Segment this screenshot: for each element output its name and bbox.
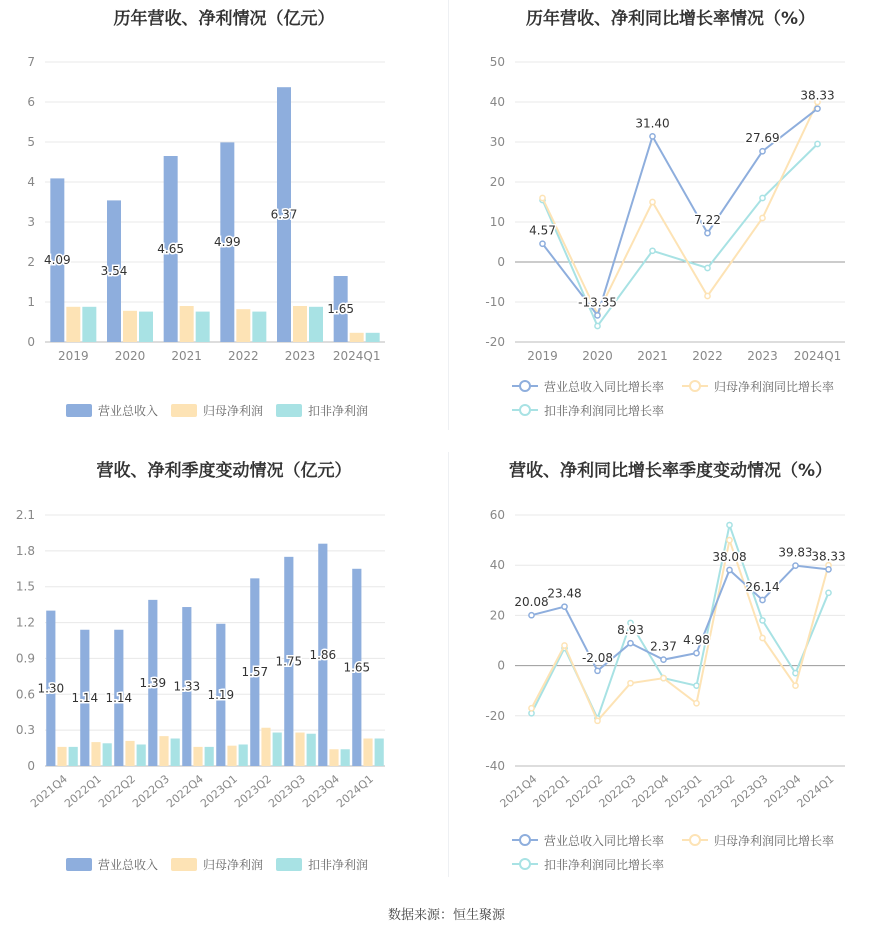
bar xyxy=(171,739,180,766)
bar xyxy=(252,312,266,342)
chart-svg xyxy=(448,452,893,882)
data-label: 1.30 xyxy=(37,681,65,696)
bar xyxy=(261,728,270,766)
bar xyxy=(82,307,96,342)
y-tick-label: 3 xyxy=(27,215,35,229)
data-point xyxy=(705,265,710,270)
legend-label: 扣非净利润同比增长率 xyxy=(544,858,665,872)
data-point xyxy=(760,618,765,623)
x-tick-label: 2022Q3 xyxy=(596,772,639,811)
x-tick-label: 2021 xyxy=(637,349,668,363)
y-tick-label: 1.8 xyxy=(15,543,35,558)
y-tick-label: 1.2 xyxy=(15,615,35,630)
bar xyxy=(236,309,250,342)
data-point xyxy=(661,657,666,662)
data-point xyxy=(540,195,545,200)
x-tick-label: 2023 xyxy=(747,349,778,363)
data-label: 38.08 xyxy=(712,550,747,565)
legend-label: 营业总收入同比增长率 xyxy=(544,380,665,394)
data-point xyxy=(529,706,534,711)
data-label: 6.37 xyxy=(270,207,298,222)
data-point xyxy=(650,248,655,253)
legend-label: 营业总收入 xyxy=(98,404,159,418)
data-label: 39.83 xyxy=(778,545,813,560)
x-tick-label: 2023Q3 xyxy=(728,772,771,811)
legend-label: 扣非净利润 xyxy=(308,404,369,418)
x-tick-label: 2023Q3 xyxy=(266,772,308,811)
chart-title: 历年营收、净利同比增长率情况（%） xyxy=(525,9,816,29)
data-point xyxy=(694,701,699,706)
data-point xyxy=(628,681,633,686)
x-tick-label: 2022Q4 xyxy=(629,772,672,811)
data-label: 1.65 xyxy=(327,302,355,316)
chart-quarterly-growth xyxy=(448,452,893,882)
legend-swatch xyxy=(66,858,92,871)
y-tick-label: 2 xyxy=(27,255,35,269)
bar xyxy=(227,746,236,766)
data-label: 4.99 xyxy=(213,235,241,250)
bar xyxy=(66,307,80,342)
data-label: 3.54 xyxy=(100,264,128,279)
data-label: 4.65 xyxy=(157,242,185,256)
legend-label: 营业总收入 xyxy=(98,858,159,872)
legend-marker xyxy=(520,381,530,391)
data-label: 38.33 xyxy=(800,88,835,103)
legend-swatch xyxy=(66,404,92,417)
x-tick-label: 2020 xyxy=(114,349,146,363)
y-tick-label: 30 xyxy=(489,135,505,149)
y-tick-label: 5 xyxy=(27,135,35,149)
legend-label: 归母净利润 xyxy=(203,404,264,418)
bar xyxy=(125,741,134,766)
y-tick-label: 2.1 xyxy=(15,508,35,522)
data-point xyxy=(727,538,732,543)
y-tick-label: 0 xyxy=(27,759,35,773)
data-point xyxy=(705,293,710,298)
y-tick-label: 60 xyxy=(489,508,505,522)
legend-label: 营业总收入同比增长率 xyxy=(544,834,665,848)
data-label: 23.48 xyxy=(547,586,582,601)
data-point xyxy=(727,567,732,572)
chart-annual-amounts xyxy=(0,0,448,430)
x-tick-label: 2022Q2 xyxy=(563,772,606,811)
data-point xyxy=(826,590,831,595)
bar xyxy=(159,736,168,766)
x-tick-label: 2020 xyxy=(582,349,613,363)
legend-label: 归母净利润同比增长率 xyxy=(714,834,835,848)
bar xyxy=(57,747,66,766)
legend-label: 归母净利润同比增长率 xyxy=(714,380,835,394)
data-label: 1.33 xyxy=(173,679,201,694)
y-tick-label: 7 xyxy=(27,55,35,69)
legend-marker xyxy=(520,859,530,869)
legend-label: 扣非净利润同比增长率 xyxy=(544,404,665,418)
data-label: -13.35 xyxy=(578,295,617,310)
data-point xyxy=(793,683,798,688)
chart-svg xyxy=(0,0,448,430)
y-tick-label: 20 xyxy=(489,608,505,623)
bar xyxy=(307,734,316,766)
data-point xyxy=(694,651,699,656)
bar xyxy=(205,747,214,766)
data-point xyxy=(760,149,765,154)
x-tick-label: 2022 xyxy=(692,349,723,363)
data-point xyxy=(815,106,820,111)
bar xyxy=(196,312,210,342)
data-point xyxy=(650,134,655,139)
x-tick-label: 2019 xyxy=(527,349,558,363)
chart-svg xyxy=(448,0,893,430)
data-point xyxy=(650,199,655,204)
data-point xyxy=(793,563,798,568)
y-tick-label: 0 xyxy=(27,335,35,349)
legend-marker xyxy=(690,835,700,845)
legend-swatch xyxy=(171,858,197,871)
x-tick-label: 2019 xyxy=(58,349,89,363)
bar xyxy=(366,333,380,342)
data-label: 1.57 xyxy=(241,665,269,680)
data-label: 1.65 xyxy=(343,660,371,675)
data-label: 1.39 xyxy=(139,675,167,690)
data-label: 27.69 xyxy=(745,131,780,146)
data-label: 4.57 xyxy=(529,223,556,238)
x-tick-label: 2024Q1 xyxy=(334,772,376,811)
y-tick-label: 1 xyxy=(27,295,35,309)
data-point xyxy=(760,635,765,640)
x-tick-label: 2023Q1 xyxy=(662,772,705,811)
chart-svg xyxy=(0,452,448,882)
y-tick-label: 0 xyxy=(497,658,505,673)
y-tick-label: -40 xyxy=(485,759,505,773)
bar xyxy=(273,733,282,766)
bar xyxy=(341,749,350,766)
chart-annual-growth xyxy=(448,0,893,430)
x-tick-label: 2022 xyxy=(228,349,259,363)
x-tick-label: 2022Q1 xyxy=(530,772,573,811)
data-point xyxy=(628,641,633,646)
bar xyxy=(180,306,194,342)
data-label: 1.14 xyxy=(71,690,99,705)
data-point xyxy=(705,231,710,236)
data-point xyxy=(815,141,820,146)
legend-swatch xyxy=(276,404,302,417)
data-source-note: 数据来源：恒生聚源 xyxy=(387,908,505,923)
bar xyxy=(363,739,372,766)
x-tick-label: 2023Q4 xyxy=(300,772,342,811)
bar xyxy=(123,311,137,342)
bar xyxy=(103,743,112,766)
bar xyxy=(295,733,304,766)
data-point xyxy=(562,643,567,648)
data-point xyxy=(562,604,567,609)
y-tick-label: 1.5 xyxy=(15,579,35,594)
x-tick-label: 2021Q4 xyxy=(497,772,540,811)
x-tick-label: 2022Q4 xyxy=(164,772,206,811)
y-tick-label: -20 xyxy=(485,708,505,723)
x-tick-label: 2023 xyxy=(284,349,316,363)
data-label: 1.86 xyxy=(309,647,337,662)
data-point xyxy=(540,241,545,246)
chart-title: 营收、净利季度变动情况（亿元） xyxy=(96,461,352,481)
chart-quarterly-amounts xyxy=(0,452,448,882)
data-label: 1.19 xyxy=(207,687,235,702)
data-point xyxy=(694,683,699,688)
x-tick-label: 2023Q1 xyxy=(198,772,240,811)
legend-marker xyxy=(520,835,530,845)
bar xyxy=(350,333,364,342)
data-point xyxy=(760,597,765,602)
data-label: 4.09 xyxy=(43,253,71,268)
y-tick-label: -20 xyxy=(485,335,505,349)
data-point xyxy=(595,313,600,318)
data-label: 38.33 xyxy=(811,549,846,564)
data-point xyxy=(727,522,732,527)
chart-title: 营收、净利同比增长率季度变动情况（%） xyxy=(508,461,833,481)
y-tick-label: -10 xyxy=(485,295,505,309)
data-label: 31.40 xyxy=(635,116,670,131)
data-label: 7.22 xyxy=(694,213,721,228)
data-label: 8.93 xyxy=(617,623,644,638)
data-point xyxy=(529,613,534,618)
data-label: -2.08 xyxy=(581,650,614,665)
legend-label: 扣非净利润 xyxy=(308,858,369,872)
bar xyxy=(69,747,78,766)
bar xyxy=(137,744,146,766)
y-tick-label: 6 xyxy=(27,95,35,109)
data-point xyxy=(595,323,600,328)
x-tick-label: 2024Q1 xyxy=(332,349,381,363)
data-label: 20.08 xyxy=(514,595,549,610)
bar xyxy=(139,312,153,342)
y-tick-label: 0.9 xyxy=(15,651,35,666)
y-tick-label: 0.6 xyxy=(15,687,35,702)
y-tick-label: 4 xyxy=(27,175,35,189)
x-tick-label: 2023Q2 xyxy=(695,772,738,811)
x-tick-label: 2023Q2 xyxy=(232,772,274,811)
legend-marker xyxy=(520,405,530,415)
y-tick-label: 40 xyxy=(489,558,505,573)
x-tick-label: 2021Q4 xyxy=(28,772,70,811)
y-tick-label: 40 xyxy=(489,95,505,109)
y-tick-label: 10 xyxy=(489,215,505,229)
bar xyxy=(293,306,307,342)
data-label: 4.98 xyxy=(683,633,710,648)
bar xyxy=(309,307,323,342)
data-point xyxy=(793,671,798,676)
y-tick-label: 0.3 xyxy=(15,723,35,738)
bar xyxy=(329,749,338,766)
bar xyxy=(375,739,384,766)
x-tick-label: 2021 xyxy=(171,349,202,363)
data-point xyxy=(595,718,600,723)
x-tick-label: 2023Q4 xyxy=(761,772,804,811)
bar xyxy=(91,742,100,766)
data-point xyxy=(760,195,765,200)
data-label: 1.75 xyxy=(275,654,303,669)
chart-title: 历年营收、净利情况（亿元） xyxy=(113,9,335,29)
data-label: 26.14 xyxy=(745,579,780,594)
data-label: 2.37 xyxy=(650,639,677,654)
data-label: 1.14 xyxy=(105,690,133,705)
legend-swatch xyxy=(276,858,302,871)
bar xyxy=(193,747,202,766)
x-tick-label: 2024Q1 xyxy=(794,772,837,811)
legend-swatch xyxy=(171,404,197,417)
x-tick-label: 2022Q2 xyxy=(96,772,138,811)
x-tick-label: 2022Q1 xyxy=(62,772,104,811)
data-point xyxy=(760,215,765,220)
x-tick-label: 2022Q3 xyxy=(130,772,172,811)
data-point xyxy=(826,567,831,572)
bar xyxy=(239,744,248,766)
data-point xyxy=(661,676,666,681)
y-tick-label: 20 xyxy=(489,175,505,189)
legend-marker xyxy=(690,381,700,391)
legend-label: 归母净利润 xyxy=(203,858,264,872)
data-point xyxy=(595,668,600,673)
y-tick-label: 0 xyxy=(497,255,505,269)
y-tick-label: 50 xyxy=(489,55,505,69)
x-tick-label: 2024Q1 xyxy=(793,349,842,363)
